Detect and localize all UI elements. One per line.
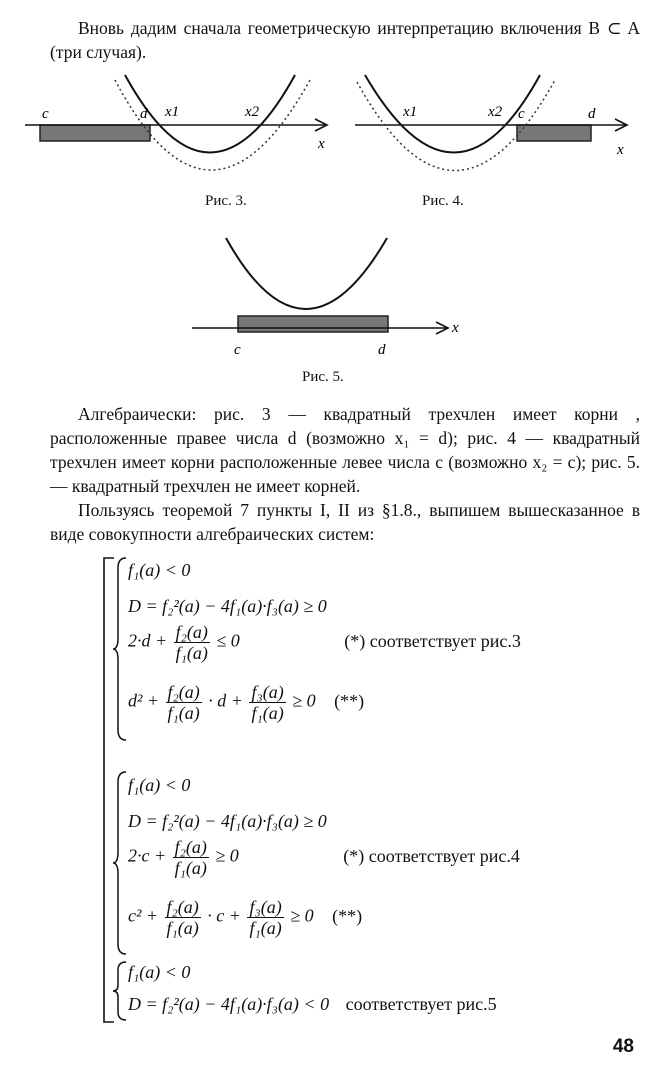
interval-cd-bar — [238, 316, 388, 332]
label-c: c — [42, 106, 49, 122]
label-x1: x1 — [403, 104, 418, 120]
label-c: c — [234, 342, 241, 358]
system-1-eq1: f₁(a) < 0 — [128, 560, 191, 580]
system-1-eq3: 2·d + $\frac{\text{f₂(a)}}{\text{f₁(a)}}$ ≤ 0 (*) соответствует рис.3 — [128, 622, 521, 663]
interval-cd-bar — [517, 125, 591, 141]
intro-paragraph: Вновь дадим сначала геометрическую интерпретацию включения B ⊂ A (три случая). — [50, 18, 640, 62]
system-1-eq4: d² + $\frac{\text{f₂(a)}}{\text{f₁(a)}}$ · d + $\frac{\text{f₃(a)}}{\text{f₁(a)}}$ ≥ 0 (**) — [128, 682, 365, 723]
label-x-axis: x — [452, 320, 459, 336]
system-1-note-fig3: (*) соответствует рис.3 — [344, 630, 521, 651]
system-2-eq1: f₁(a) < 0 — [128, 775, 191, 795]
figure-4 — [345, 70, 645, 180]
figure-3 — [20, 70, 340, 180]
system-3-eq2: D = f₂²(a) − 4f₁(a)·f₃(a) < 0 соответствует рис.5 — [128, 994, 497, 1014]
system-3-eq1: f₁(a) < 0 — [128, 962, 191, 982]
label-x2: x2 — [245, 104, 260, 120]
label-d: d — [378, 342, 386, 358]
parabola-curve — [365, 75, 540, 153]
figure-3-caption: Рис. 3. — [205, 193, 247, 209]
label-x-axis: x — [318, 136, 325, 152]
system-2-eq2: D = f₂²(a) − 4f₁(a)·f₃(a) ≥ 0 — [128, 811, 327, 831]
theorem-paragraph: Пользуясь теоремой 7 пункты I, II из §1.8., выпишем вышесказанное в виде совокупности алгебраических систем: — [50, 500, 640, 544]
figure-4-caption: Рис. 4. — [422, 193, 464, 209]
system-3-brace — [112, 960, 128, 1022]
label-x-axis: x — [617, 142, 624, 158]
figure-5-caption: Рис. 5. — [302, 369, 344, 385]
parabola-curve — [226, 238, 387, 309]
interval-cd-bar — [40, 125, 150, 141]
label-x1: x1 — [165, 104, 180, 120]
label-d: d — [588, 106, 596, 122]
system-2-brace — [112, 770, 128, 956]
system-2-note-fig4: (*) соответствует рис.4 — [343, 845, 520, 866]
label-c: c — [518, 106, 525, 122]
system-2-eq4: c² + $\frac{\text{f₂(a)}}{\text{f₁(a)}}$ · c + $\frac{\text{f₃(a)}}{\text{f₁(a)}}$ ≥ 0 (**) — [128, 897, 363, 938]
label-d: d — [140, 106, 148, 122]
system-1-eq2: D = f₂²(a) − 4f₁(a)·f₃(a) ≥ 0 — [128, 596, 327, 616]
algebra-paragraph: Алгебраически: рис. 3 — квадратный трехчлен имеет корни , расположенные правее числа d (возможно x₁ = d); рис. 4 — квадратный трехчлен имеет корни расположенные левее числа c (возможно x₂ = c); рис. 5. — квадратный трехчлен не имеет корней. — [50, 404, 640, 496]
label-x2: x2 — [488, 104, 503, 120]
system-3-note-fig5: соответствует рис.5 — [345, 994, 497, 1014]
figure-5 — [180, 230, 480, 360]
system-1-brace — [112, 556, 128, 742]
page-number: 48 — [612, 1036, 634, 1057]
system-2-eq3: 2·c + $\frac{\text{f₂(a)}}{\text{f₁(a)}}$ ≥ 0 (*) соответствует рис.4 — [128, 837, 520, 878]
